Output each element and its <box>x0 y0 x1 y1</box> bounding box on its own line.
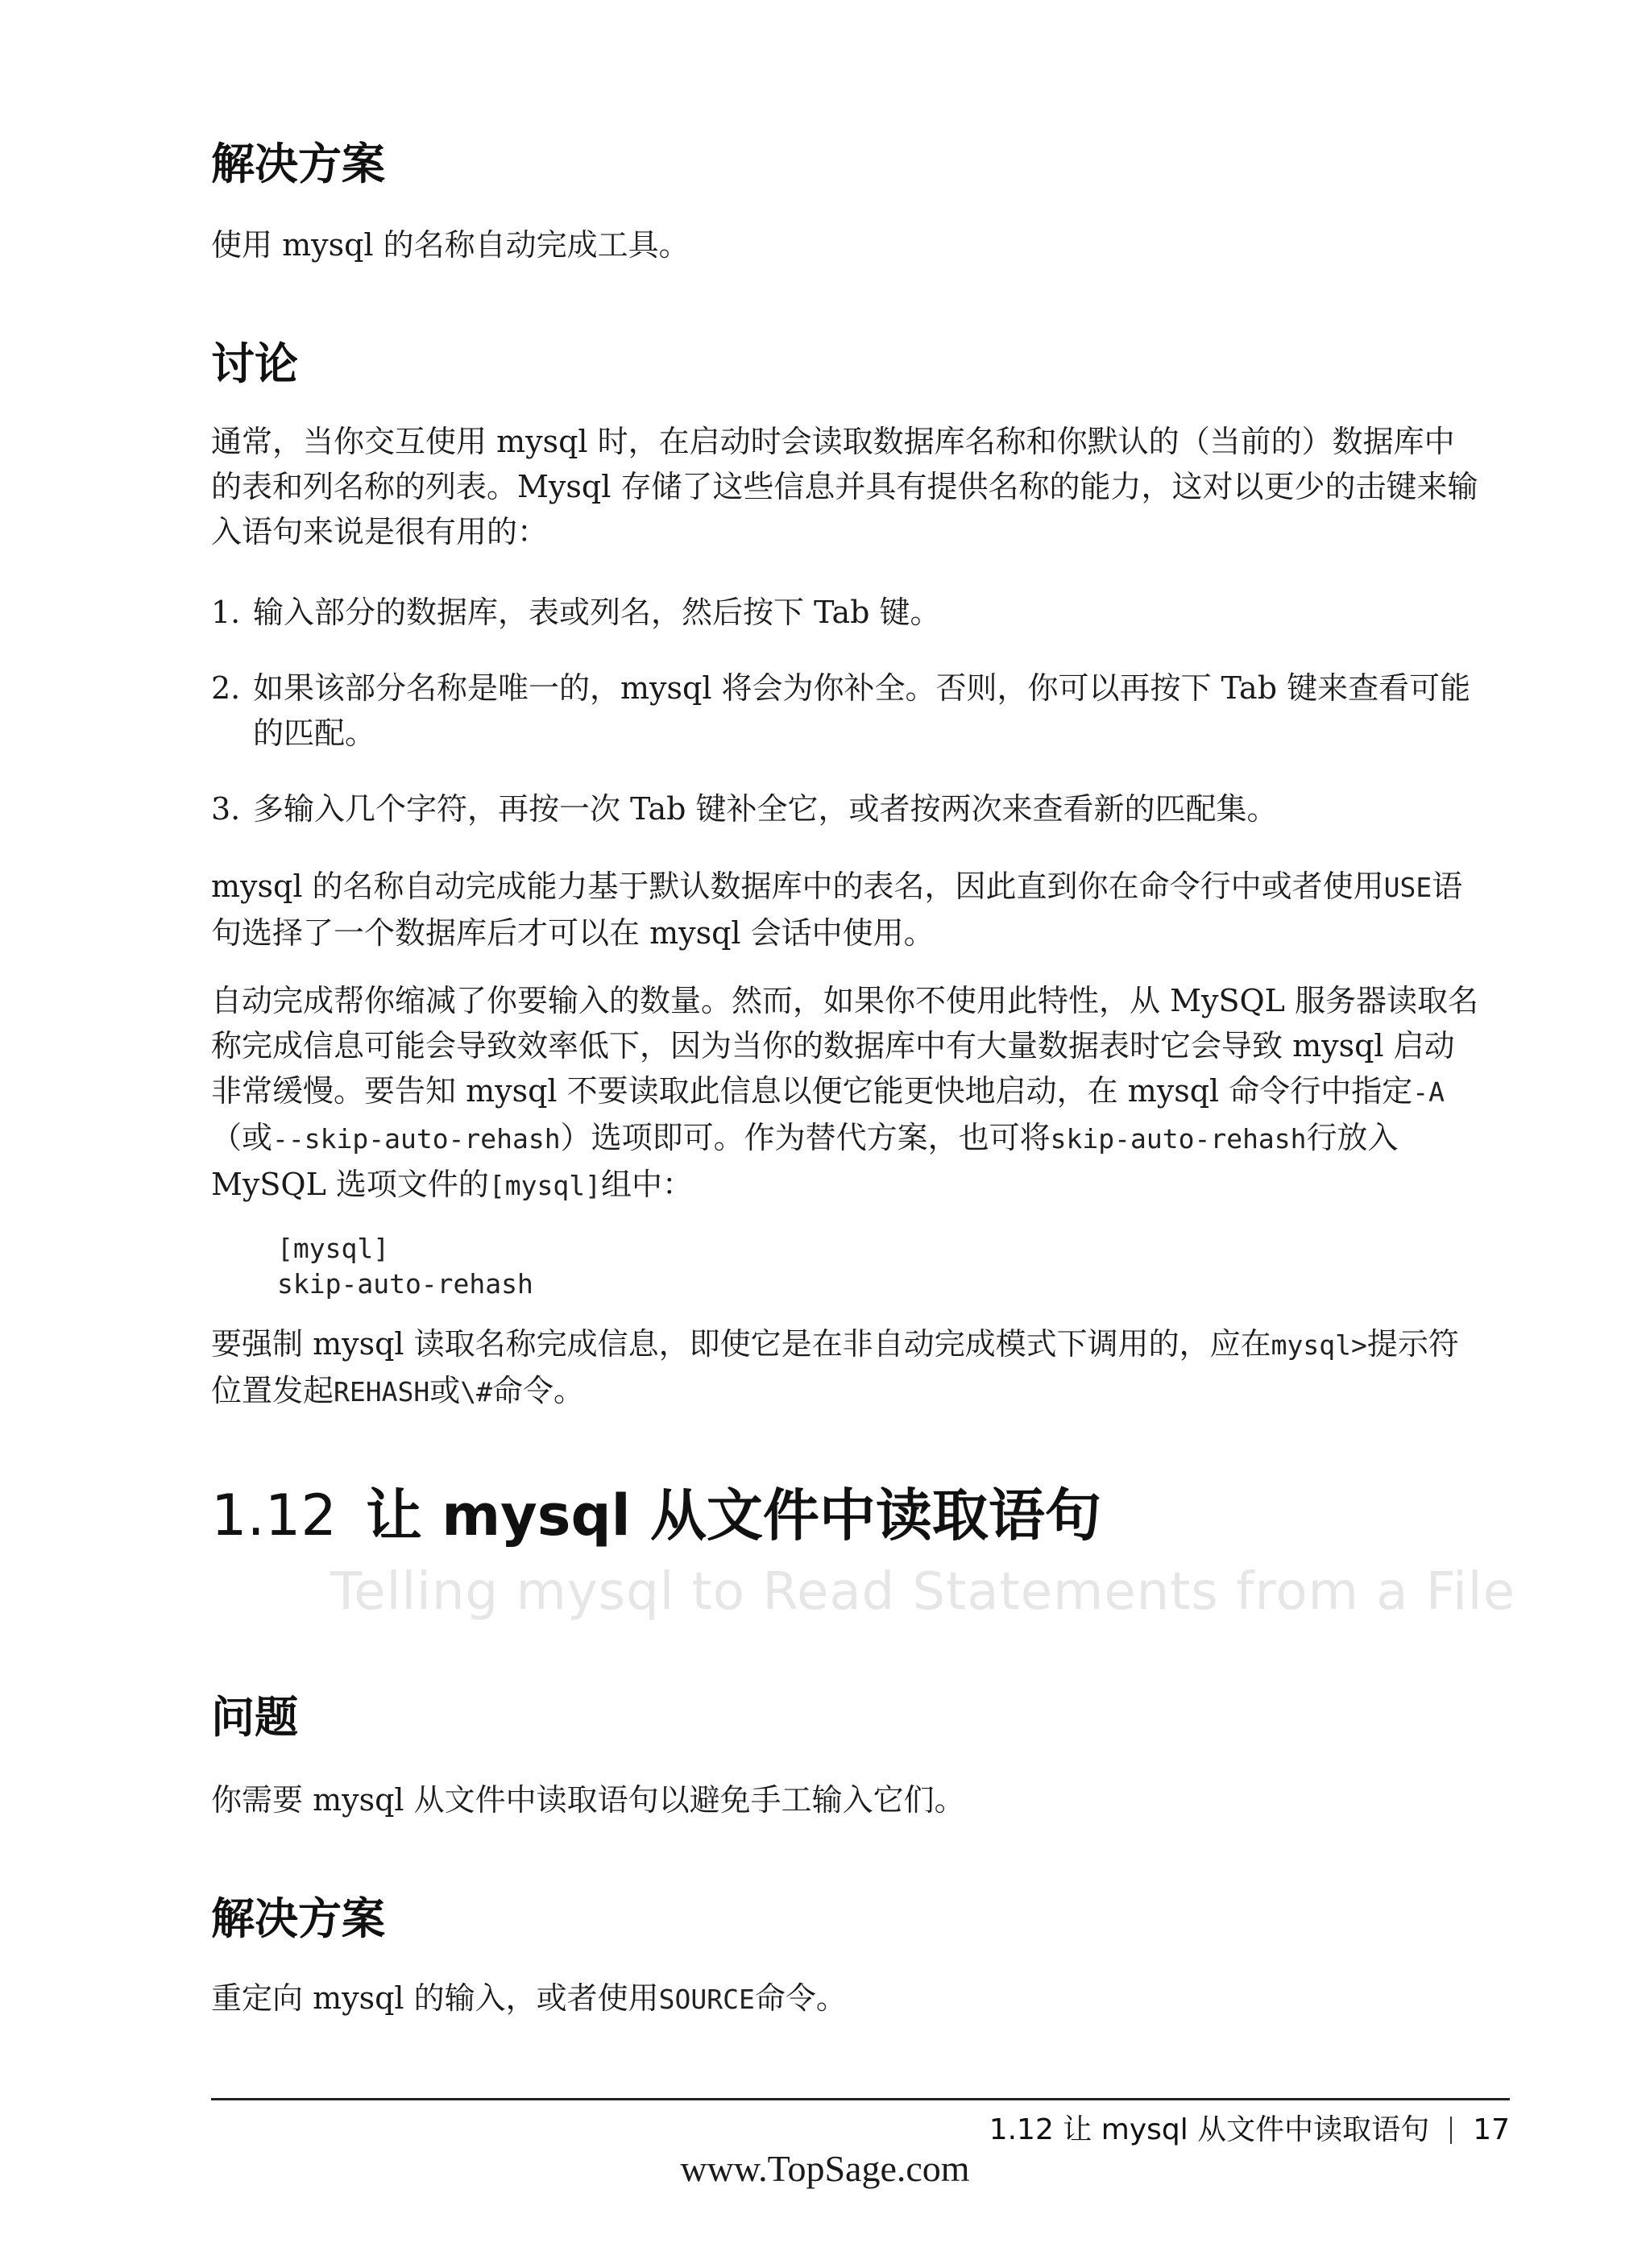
text-run: ）选项即可。作为替代方案，也可将 <box>560 1120 1051 1155</box>
inline-code: skip-auto-rehash <box>1050 1123 1307 1155</box>
inline-code: USE <box>1383 872 1432 903</box>
list-item-number: 3. <box>211 791 241 827</box>
text-run: 重定向 mysql 的输入，或者使用 <box>211 1980 659 2016</box>
problem-heading: 问题 <box>211 1692 298 1743</box>
list-item <box>211 786 1484 831</box>
text-run: 自动完成帮你缩减了你要输入的数量。然而，如果你不使用此特性，从 MySQL 服务器读取名称完成信息可能会导致效率低下，因为当你的数据库中有大量数据表时它会导致 mysql 启动非常缓慢。要告知 mysql 不要读取此信息以便它能更快地启动，在 mysql 命令行中指定 <box>211 983 1478 1109</box>
inline-code: mysql> <box>1271 1329 1367 1361</box>
list-item-number: 1. <box>211 595 241 630</box>
list-item-text: 如果该部分名称是唯一的，mysql 将会为你补全。否则，你可以再按下 Tab 键来查看可能的匹配。 <box>253 670 1471 751</box>
page-number: 17 <box>1473 2113 1510 2146</box>
footer-section-title: 1.12 让 mysql 从文件中读取语句 <box>989 2113 1430 2146</box>
website-watermark: www.TopSage.com <box>680 2148 970 2189</box>
inline-code: \# <box>460 1376 492 1408</box>
footer-rule <box>211 2098 1510 2100</box>
text-run: 组中： <box>600 1167 693 1202</box>
list-item-text: 输入部分的数据库，表或列名，然后按下 Tab 键。 <box>253 595 941 630</box>
list-item <box>211 590 1484 635</box>
text-run: 要强制 mysql 读取名称完成信息，即使它是在非自动完成模式下调用的，应在 <box>211 1326 1271 1362</box>
solution-text: 使用 mysql 的名称自动完成工具。 <box>211 227 690 263</box>
list-item <box>211 665 1484 756</box>
text-run: 语句选择了一个数据库后才可以在 mysql 会话中使用。 <box>211 869 1463 951</box>
text-run: 命令。 <box>754 1980 847 2016</box>
chapter-title: 让 mysql 从文件中读取语句 <box>365 1482 1101 1549</box>
list-item-number: 2. <box>211 670 241 706</box>
solution-2-heading: 解决方案 <box>211 1893 385 1944</box>
inline-code: -A <box>1412 1076 1445 1108</box>
solution-heading: 解决方案 <box>211 139 385 189</box>
solution-2-text <box>211 1976 1484 2022</box>
text-run: 提示符位置发起 <box>211 1326 1459 1408</box>
discussion-paragraph-3 <box>211 978 1484 1209</box>
text-run: mysql 的名称自动完成能力基于默认数据库中的表名，因此直到你在命令行中或者使用 <box>211 869 1384 904</box>
list-item-text: 多输入几个字符，再按一次 Tab 键补全它，或者按两次来查看新的匹配集。 <box>253 791 1278 827</box>
text-run: 命令。 <box>492 1373 585 1408</box>
code-block: [mysql] skip-auto-rehash <box>277 1233 533 1300</box>
chapter-heading <box>211 1481 1500 1550</box>
footer-separator <box>1450 2117 1452 2144</box>
inline-code: [mysql] <box>488 1170 601 1201</box>
text-run: 行放入 MySQL 选项文件的 <box>211 1120 1399 1202</box>
text-run: 或 <box>429 1373 461 1408</box>
chapter-subtitle: Telling mysql to Read Statements from a File <box>330 1562 1515 1622</box>
text-run: （或 <box>211 1120 273 1155</box>
discussion-paragraph-1: 通常，当你交互使用 mysql 时，在启动时会读取数据库名称和你默认的（当前的）数据库中的表和列名称的列表。Mysql 存储了这些信息并具有提供名称的能力，这对以更少的击键来输入语句来说是很有用的： <box>211 424 1478 549</box>
running-footer <box>989 2113 1510 2148</box>
inline-code: REHASH <box>334 1376 430 1408</box>
problem-text: 你需要 mysql 从文件中读取语句以避免手工输入它们。 <box>211 1782 965 1818</box>
inline-code: SOURCE <box>658 1984 755 2015</box>
discussion-heading: 讨论 <box>211 338 298 389</box>
discussion-paragraph-2 <box>211 864 1484 956</box>
discussion-paragraph-4 <box>211 1321 1484 1415</box>
chapter-number: 1.12 <box>211 1482 337 1549</box>
inline-code: --skip-auto-rehash <box>272 1123 561 1155</box>
